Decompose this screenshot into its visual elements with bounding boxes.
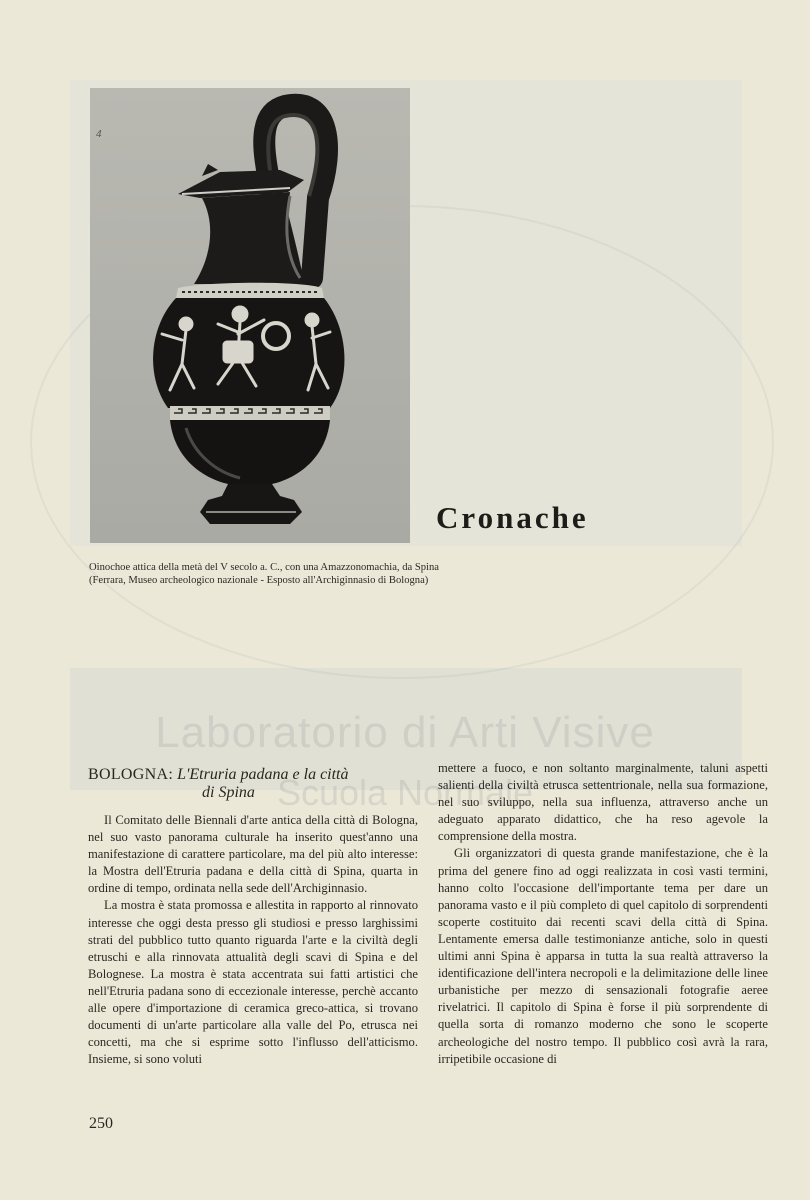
paragraph: mettere a fuoco, e non soltanto marginalmente, taluni aspetti salienti della civiltà etrusca settentrionale, nella sua formazione, nel suo sviluppo, nella sua influenza, attraverso anche un adeguato apparato didattico, che ha reso agevole la comprensione della mostra. [438, 761, 768, 844]
figure-caption: Oinochoe attica della metà del V secolo a. C., con una Amazzonomachia, da Spina (Ferrara, Museo archeologico nazionale - Esposto all'Archiginnasio di Bologna) [89, 562, 439, 586]
watermark-line-2: Scuola Normale [276, 772, 534, 813]
article-column-left [88, 760, 418, 1068]
photo-corner-mark: 4 [96, 128, 102, 140]
article-column-right [438, 760, 768, 1068]
article-heading-subtitle-1: L'Etruria padana e la città [177, 766, 349, 783]
oinochoe-vase-illustration [90, 88, 410, 543]
paragraph: Gli organizzatori di questa grande manifestazione, che è la prima del genere fino ad oggi realizzata in così vasti termini, hanno colto l'occasione dell'importante tema per dare un panorama vasto e il più completo di quel capitolo di sorprendenti scoperte costituito dai recenti scavi della città di Spina. Lentamente emersa dalle testimonianze antiche, solo in questi ultimi anni Spina è apparsa in tutta la sua realtà attraverso la identificazione dell'intera necropoli e la delimitazione delle linee urbanistiche per mezzo di sensazionali fotografie aeree rivelatrici. Il capitolo di Spina è forse il più sorprendente di quella sorta di romanzo moderno che sono le scoperte archeologiche del nostro tempo. Il pubblico così avrà la rara, irripetibile occasione di [438, 846, 768, 1066]
watermark-line-1: Laboratorio di Arti Visive [155, 708, 655, 757]
paragraph: La mostra è stata promossa e allestita in rapporto al rinnovato interesse che oggi desta presso gli studiosi e presso larghissimi strati del pubblico tutto quanto riguarda l'arte e la civiltà degli etruschi e alla rinnovata attualità degli scavi di Spina e del Bolognese. La mostra è stata accentrata sui fatti artistici che nell'Etruria padana sono di eccezionale interesse, perchè accanto alle opere d'importazione di ceramica greco-attica, si trovano documenti di un'arte particolare alla valle del Po, etrusca nei concetti, ma che si esprime sotto l'influsso dell'atticismo. Insieme, si sono voluti [88, 898, 418, 1067]
article-heading [88, 766, 418, 802]
paragraph: Il Comitato delle Biennali d'arte antica della città di Bologna, nel suo vasto panorama culturale ha inserito quest'anno una manifestazione di carattere particolare, ma del più alto interesse: la Mostra dell'Etruria padana e della città di Spina, quarta in ordine di tempo, ordinata nella sede dell'Archiginnasio. [88, 813, 418, 896]
section-title: Cronache [436, 500, 589, 535]
page-number: 250 [89, 1115, 113, 1132]
article-heading-city: BOLOGNA: [88, 766, 174, 783]
article-heading-subtitle-2: di Spina [202, 784, 255, 801]
oinochoe-photo [90, 88, 410, 543]
